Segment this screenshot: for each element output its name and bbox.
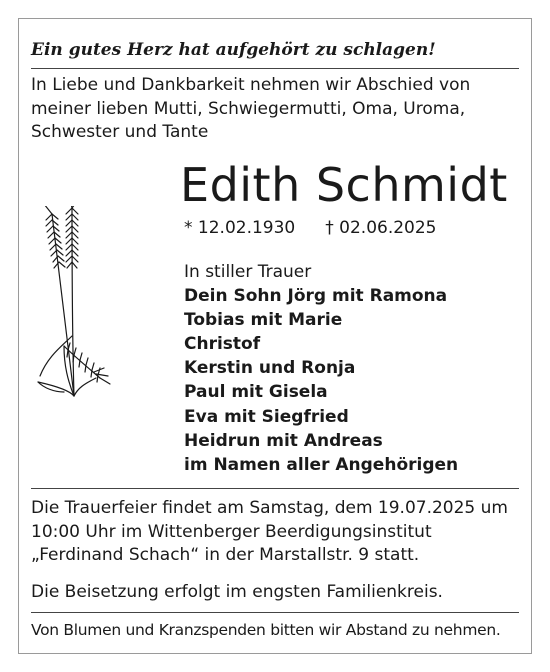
- motto: Ein gutes Herz hat aufgehört zu schlagen!: [31, 40, 436, 60]
- service-info: Die Trauerfeier findet am Samstag, dem 19.07.2025 um 10:00 Uhr im Wittenberger Beerdigungsinstitut „Ferdinand Schach“ in der Marstallstr. 9 statt.: [31, 498, 508, 565]
- death-date: † 02.06.2025: [325, 218, 437, 238]
- mourner: Dein Sohn Jörg mit Ramona: [184, 286, 448, 307]
- deceased-name: Edith Schmidt: [180, 158, 508, 212]
- mourner: Paul mit Gisela: [184, 382, 328, 403]
- wheat-ears-icon: [34, 206, 114, 406]
- mourner: Tobias mit Marie: [184, 310, 343, 331]
- intro-text: In Liebe und Dankbarkeit nehmen wir Abschied von meiner lieben Mutti, Schwiegermutti, Oma, Uroma, Schwester und Tante: [31, 75, 471, 142]
- mourners-intro: In stiller Trauer: [184, 262, 312, 282]
- middle-divider: [31, 488, 519, 489]
- mourner: im Namen aller Angehörigen: [184, 454, 459, 475]
- birth-date: * 12.02.1930: [184, 218, 296, 238]
- burial-info: Die Beisetzung erfolgt im engsten Familienkreis.: [31, 582, 443, 602]
- top-divider: [31, 68, 519, 69]
- mourner: Christof: [184, 334, 261, 355]
- life-dates: [184, 218, 437, 238]
- mourners-block: [184, 260, 458, 477]
- mourner: Heidrun mit Andreas: [184, 430, 383, 451]
- flowers-request: Von Blumen und Kranzspenden bitten wir Abstand zu nehmen.: [31, 621, 501, 639]
- bottom-divider: [31, 612, 519, 613]
- mourner: Eva mit Siegfried: [184, 406, 349, 427]
- mourner: Kerstin und Ronja: [184, 358, 356, 379]
